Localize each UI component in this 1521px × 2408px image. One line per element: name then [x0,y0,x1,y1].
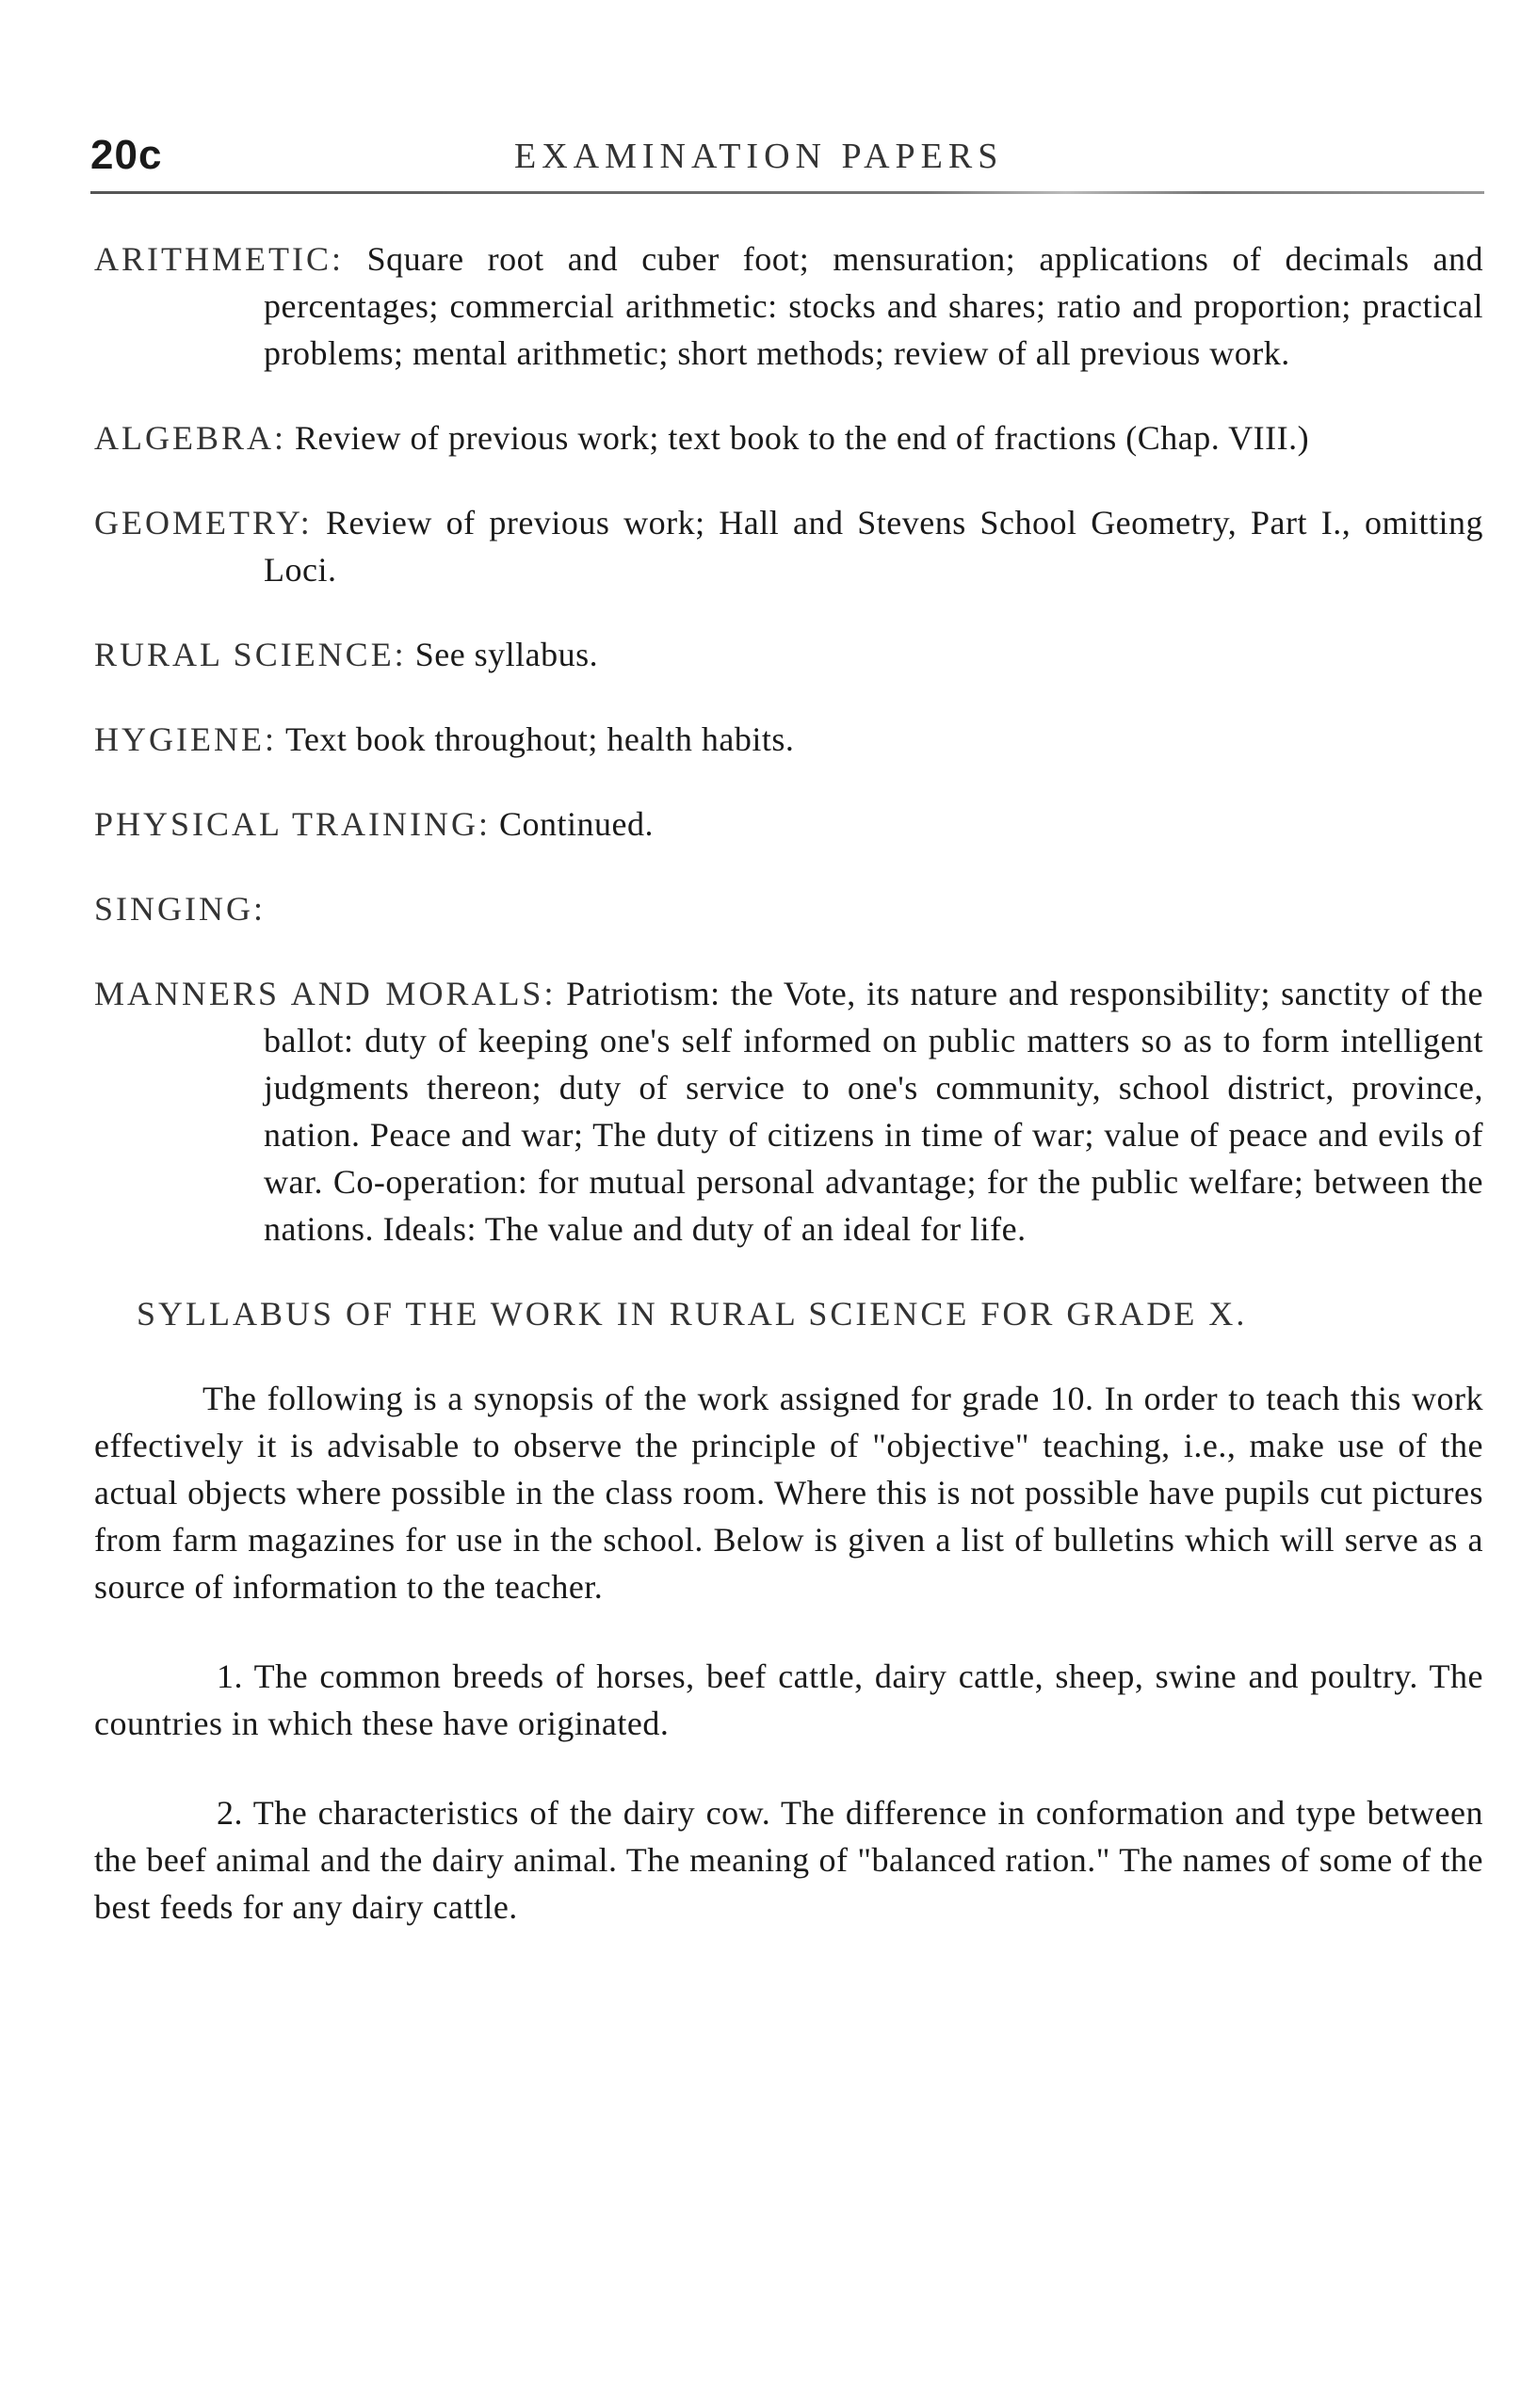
subject-entry-hygiene [94,716,1483,763]
header-rule [90,191,1484,194]
subject-name: ALGEBRA: [94,419,286,457]
item-text: The characteristics of the dairy cow. The difference in conformation and type between the beef animal and the dairy animal. The meaning of "balanced ration." The names of some of the best feeds for any dairy cattle. [94,1794,1483,1926]
syllabus-item [94,1789,1483,1931]
subject-text: Patriotism: the Vote, its nature and responsibility; sanctity of the ballot: duty of keeping one's self informed on public matters so as to form intelligent judgments thereon; duty of service to one's community, school district, province, nation. Peace and war; The duty of citizens in time of war; value of peace and evils of war. Co-operation: for mutual personal advantage; for the public welfare; between the nations. Ideals: The value and duty of an ideal for life. [264,975,1483,1248]
syllabus-item [94,1653,1483,1747]
subject-name: ARITHMETIC: [94,240,344,278]
subject-name: MANNERS AND MORALS: [94,975,557,1012]
subject-entry-manners-and-morals [94,970,1483,1252]
item-number: 2. [217,1794,243,1832]
page-body [94,235,1483,1973]
subject-entry-singing [94,885,1483,932]
subject-name: HYGIENE: [94,720,277,758]
subject-text: Review of previous work; Hall and Stevens School Geometry, Part I., omitting Loci. [264,504,1483,589]
subject-text: Text book throughout; health habits. [284,720,795,758]
subject-entry-geometry [94,499,1483,593]
subject-entry-physical-training [94,800,1483,848]
subject-entry-arithmetic [94,235,1483,377]
item-text: The common breeds of horses, beef cattle, dairy cattle, sheep, swine and poultry. The countries in which these have originated. [94,1657,1483,1742]
subject-name: SINGING: [94,890,266,928]
subject-name: PHYSICAL TRAINING: [94,805,492,843]
subject-entry-rural-science [94,631,1483,678]
syllabus-intro-paragraph: The following is a synopsis of the work assigned for grade 10. In order to teach this work effectively it is advisable to observe the principle of "objective" teaching, i.e., make use of the actual objects where possible in the class room. Where this is not possible have pupils cut pictures from farm magazines for use in the school. Below is given a list of bulletins which will serve as a source of information to the teacher. [94,1380,1483,1606]
page-number: 20c [90,132,163,178]
subject-entry-algebra [94,414,1483,461]
syllabus-heading: SYLLABUS OF THE WORK IN RURAL SCIENCE FOR GRADE X. [137,1295,1248,1333]
subject-text: Review of previous work; text book to the end of fractions (Chap. VIII.) [295,419,1310,457]
subject-text: Square root and cuber foot; mensuration; applications of decimals and percentages; commercial arithmetic: stocks and shares; ratio and proportion; practical problems; mental arithmetic; short methods; review of all previous work. [264,240,1484,372]
subject-name: GEOMETRY: [94,504,313,541]
subject-text: Continued. [499,805,655,843]
subject-name: RURAL SCIENCE: [94,636,407,673]
running-title: EXAMINATION PAPERS [514,137,1004,176]
subject-text: See syllabus. [414,636,599,673]
page-header [90,132,1484,188]
item-number: 1. [217,1657,243,1695]
